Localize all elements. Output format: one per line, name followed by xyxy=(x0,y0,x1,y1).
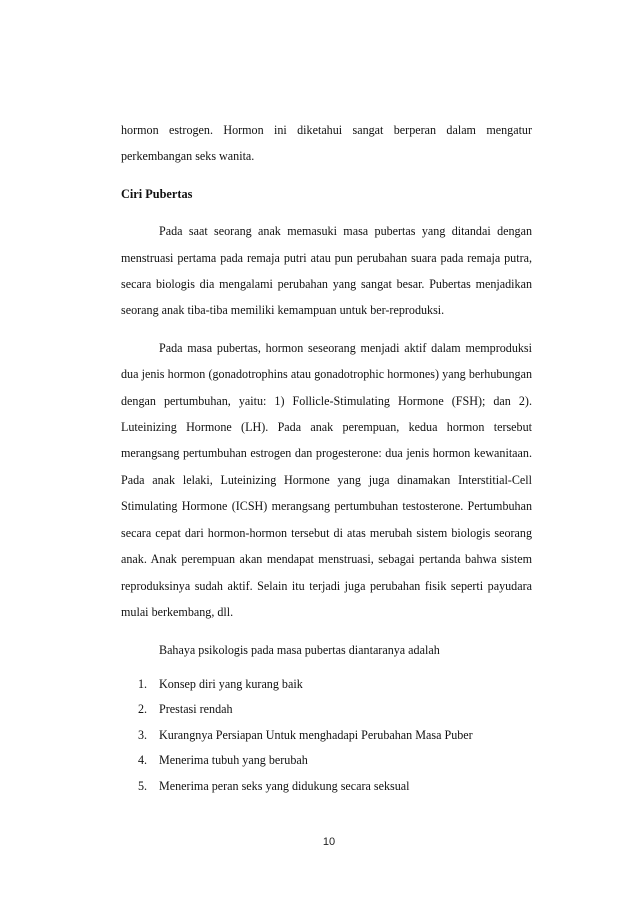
list-item xyxy=(121,748,532,774)
continuation-paragraph: hormon estrogen. Hormon ini diketahui sangat berperan dalam mengatur perkembangan seks wanita. xyxy=(121,123,532,164)
list-item-text: Menerima peran seks yang didukung secara seksual xyxy=(159,778,410,793)
list-item-text: Menerima tubuh yang berubah xyxy=(159,753,308,768)
list-item-text: Konsep diri yang kurang baik xyxy=(159,676,303,691)
page-number: 10 xyxy=(322,836,336,848)
list-item-number: 2. xyxy=(138,702,148,717)
list-item-number: 4. xyxy=(138,753,148,768)
list-item xyxy=(121,774,532,800)
list-item-number: 5. xyxy=(138,778,148,793)
paragraph-hormones: Pada masa pubertas, hormon seseorang menjadi aktif dalam memproduksi dua jenis hormon (gonadotrophins atau gonadotrophic hormones) yang berhubungan dengan pertumbuhan, yaitu: 1) Follicle-Stimulating Hormone (FSH); dan 2). Luteinizing Hormone (LH). Pada anak perempuan, kedua hormon tersebut merangsang pertumbuhan estrogen dan progesterone: dua jenis hormon kewanitaan. Pada anak lelaki, Luteinizing Hormone yang juga dinamakan Interstitial-Cell Stimulating Hormone (ICSH) merangsang pertumbuhan testosterone. Pertumbuhan secara cepat dari hormon-hormon tersebut di atas merubah sistem biologis seorang anak. Anak perempuan akan mendapat menstruasi, sebagai pertanda bahwa sistem reproduksinya sudah aktif. Selain itu terjadi juga perubahan fisik seperti payudara mulai berkembang, dll. xyxy=(121,340,532,619)
list-item-number: 3. xyxy=(138,727,148,742)
list-item-text: Kurangnya Persiapan Untuk menghadapi Perubahan Masa Puber xyxy=(159,727,473,742)
list-item-number: 1. xyxy=(138,676,148,691)
psychological-dangers-list xyxy=(121,672,532,800)
section-heading: Ciri Pubertas xyxy=(121,186,193,201)
list-item xyxy=(121,697,532,723)
list-item xyxy=(121,672,532,698)
list-item xyxy=(121,723,532,749)
page-body xyxy=(121,117,532,799)
list-item-text: Prestasi rendah xyxy=(159,702,233,717)
list-intro: Bahaya psikologis pada masa pubertas diantaranya adalah xyxy=(159,643,440,658)
paragraph-puberty-definition: Pada saat seorang anak memasuki masa pubertas yang ditandai dengan menstruasi pertama pada remaja putri atau pun perubahan suara pada remaja putra, secara biologis dia mengalami perubahan yang sangat besar. Pubertas menjadikan seorang anak tiba-tiba memiliki kemampuan untuk ber-reproduksi. xyxy=(121,224,532,318)
